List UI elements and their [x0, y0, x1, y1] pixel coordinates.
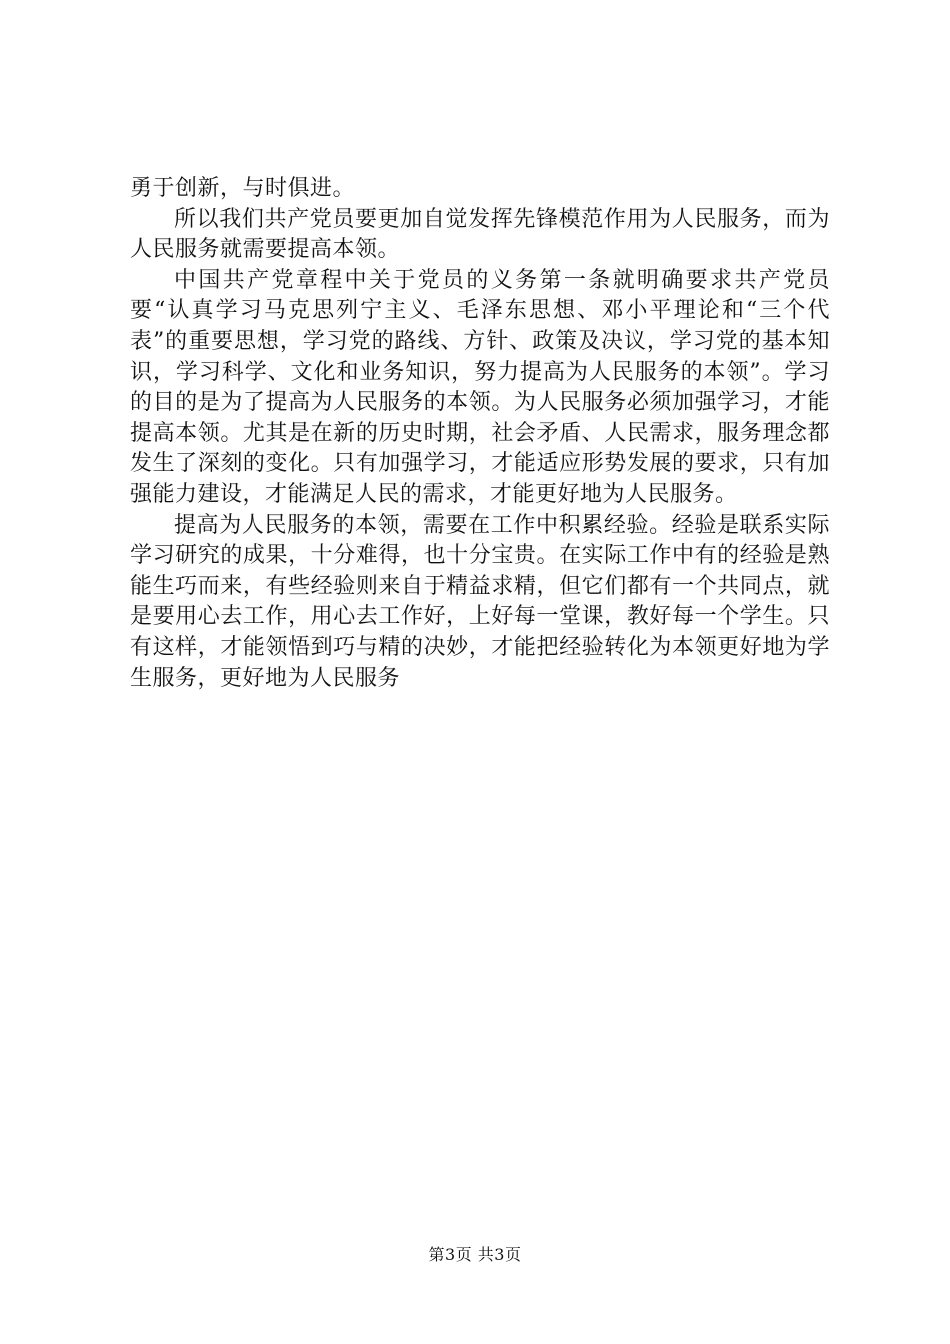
paragraph-3: 中国共产党章程中关于党员的义务第一条就明确要求共产党员要“认真学习马克思列宁主义、毛泽东思想、邓小平理论和“三个代表”的重要思想，学习党的路线、方针、政策及决议，学习党的基本知识，学习科学、文化和业务知识，努力提高为人民服务的本领”。学习的目的是为了提高为人民服务的本领。为人民服务必须加强学习，才能提高本领。尤其是在新的历史时期，社会矛盾、人民需求，服务理念都发生了深刻的变化。只有加强学习，才能适应形势发展的要求，只有加强能力建设，才能满足人民的需求，才能更好地为人民服务。 [130, 267, 830, 507]
paragraph-4: 提高为人民服务的本领，需要在工作中积累经验。经验是联系实际学习研究的成果，十分难得，也十分宝贵。在实际工作中有的经验是熟能生巧而来，有些经验则来自于精益求精，但它们都有一个共同点，就是要用心去工作，用心去工作好，上好每一堂课，教好每一个学生。只有这样，才能领悟到巧与精的决妙，才能把经验转化为本领更好地为学生服务，更好地为人民服务 [130, 512, 830, 691]
paragraph-1: 勇于创新，与时俱进。 [130, 176, 356, 201]
document-body [130, 174, 830, 694]
paragraph-2: 所以我们共产党员要更加自觉发挥先锋模范作用为人民服务，而为人民服务就需要提高本领。 [130, 206, 830, 263]
page-number-footer: 第3页 共3页 [428, 1245, 522, 1264]
